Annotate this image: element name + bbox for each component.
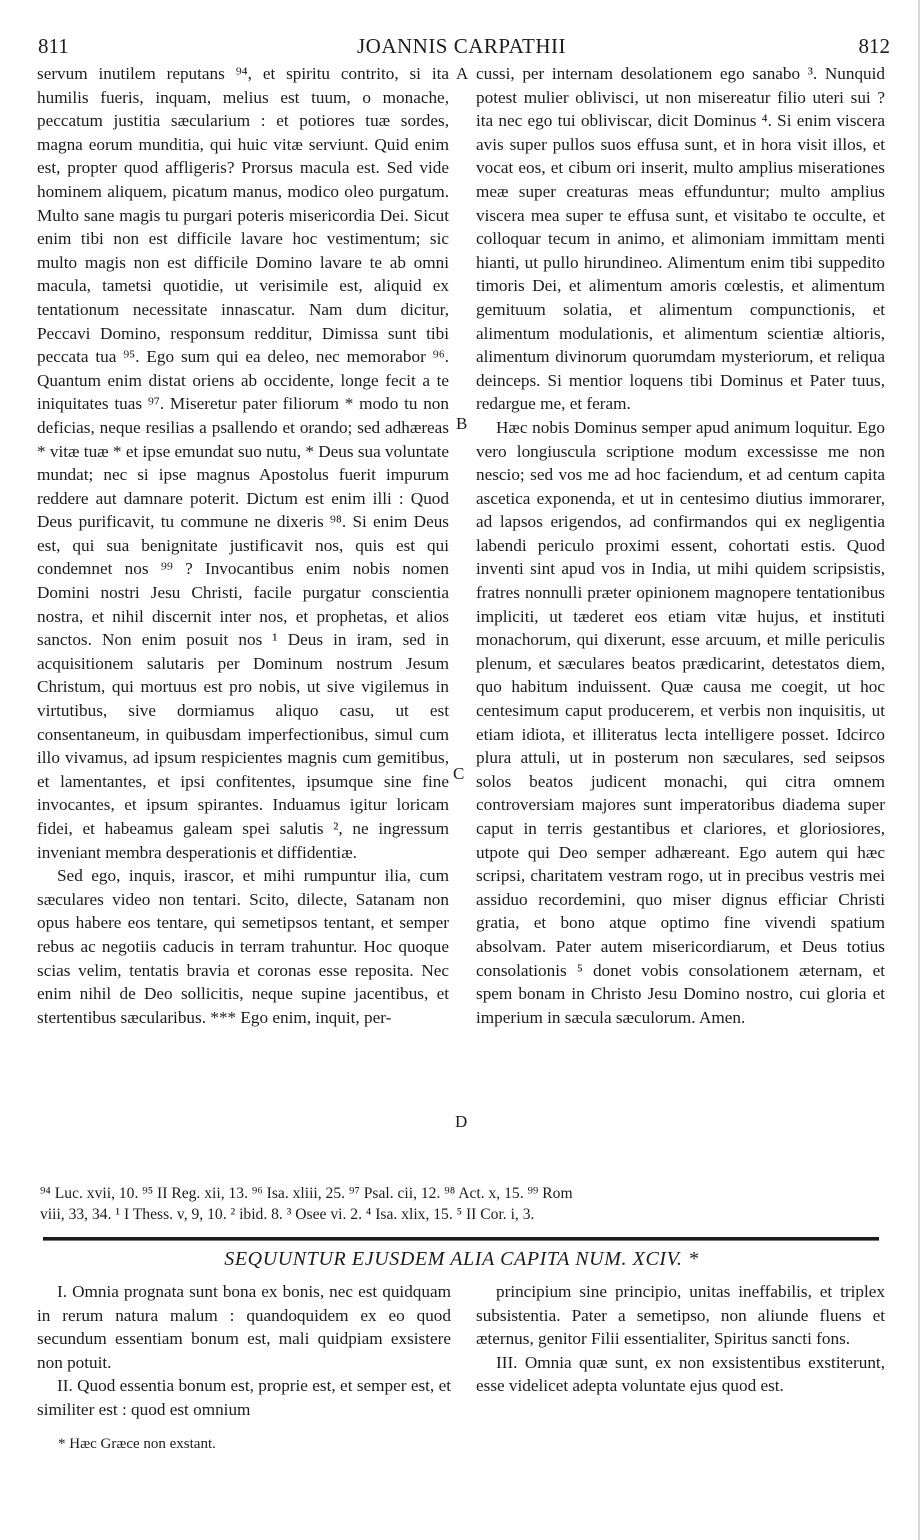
chapter-paragraph: III. Omnia quæ sunt, ex non exsistentibus exstiterunt, esse videlicet adepta voluntate ejus quod est. — [476, 1352, 885, 1396]
section-divider — [43, 1237, 879, 1241]
right-paragraph: cussi, per internam desolationem ego sanabo ³. Nunquid potest mulier oblivisci, ut non misereatur filio uteri sui ? ita nec ego tui obliviscar, dicit Dominus ⁴. Si enim viscera avis super pullos suos effusa sunt, et in hora visit illos, et vocat eos, et cibum ori inserit, multo amplius miserationes meæ super creaturas meas effunduntur; multo amplius viscera mea super te effusa sunt, et visitabo te occulte, et colloquar tecum in animo, et alimoniam immittam menti hianti, ut pullo hirundineo. Alimentum enim tibi suppedito timoris Dei, et alimentum amoris cœlestis, et alimentum gemituum solatia, et alimentum compunctionis, et alimentum modulationis, et alimentum scientiæ altioris, alimentum divinorum quorumdam mysteriorum, et reliqua deinceps. Si mentior loquens tibi Dominus et Pater tuus, redargue me, et feram. — [476, 64, 885, 414]
note-line: viii, 33, 34. ¹ I Thess. v, 9, 10. ² ibid. 8. ³ Osee vi. 2. ⁴ Isa. xlix, 15. ⁵ II Cor. i, 3. — [40, 1206, 535, 1223]
left-paragraph: Sed ego, inquis, irascor, et mihi rumpuntur ilia, cum sæculares video non tentari. Scito, dilecte, Satanam non opus habere eos tentare, qui semetipsos tentant, et semper rebus ac negotiis caducis in terram trahuntur. Hoc quoque scias velim, tentatis bravia et coronas esse reposita. Nec enim nihil de Deo sollicitis, neque supine jacentibus, et stertentibus sæcularibus. *** Ego enim, inquit, per- — [37, 866, 449, 1027]
margin-letter-d: D — [455, 1112, 468, 1131]
running-title: JOANNIS CARPATHII — [356, 34, 566, 58]
left-column — [37, 62, 449, 1029]
chapter-paragraph: principium sine principio, unitas ineffabilis, et triplex subsistentia. Pater a semetipso, non aliunde fluens et æternus, genitor Filii essentialiter, Spiritus sancti fons. — [476, 1282, 885, 1349]
page-number-left: 811 — [38, 34, 69, 58]
right-paragraph: Hæc nobis Dominus semper apud animum loquitur. Ego vero longiuscula scriptione modum excessisse me non nescio; sed vos me ad hoc faciendum, et ad centum capita ascetica exponenda, et ut in centesimo diutius immorarer, ad lapsos erigendos, ad confirmandos qui ex negligentia labendi periculo proximi essent, cohortati estis. Quod inventi sint apud vos in India, ut mihi quidem scripsistis, fratres nonnulli præter opinionem magnopere tentationibus impliciti, ut tæderet eos etiam vitæ hujus, et instituti monachorum, qui dixerunt, esse arcuum, et mille periculis plenum, et sæculares beatos prædicarint, detestatos diem, quo habitum induissent. Quæ causa me coegit, ut hoc centesimum caput producerem, et verbis non inquisitis, ut etiam idiota, et illiteratus lecta intelligere posset. Idcirco plura attuli, ut in posterum non sæculares, sed seipsos solos beatos judicent monachi, qui citra omnem controversiam majores sunt imperatoribus diadema super caput in terris gestantibus et clariores, et gloriosiores, utpote qui Deo semper adhæreant. Ego autem qui hæc scripsi, charitatem vestram rogo, ut in precibus vestris mei assiduo recordemini, quo miser dignus efficiar Christi gratia, et bono atque optimo fine vivendi spatium absolvam. Pater autem misericordiarum, et Deus totius consolationis ⁵ donet vobis consolationem æternam, et spem bonam in Christo Jesu Domino nostro, cui gloria et imperium in sæcula sæculorum. Amen. — [476, 417, 885, 1027]
chapter-paragraph: II. Quod essentia bonum est, proprie est, et semper est, et similiter est : quod est omnium — [37, 1376, 451, 1419]
section-right-column — [476, 1280, 885, 1398]
section-title: SEQUUNTUR EJUSDEM ALIA CAPITA NUM. XCIV. * — [224, 1248, 699, 1270]
margin-letter-a: A — [456, 64, 469, 83]
page-edge — [918, 0, 920, 1540]
page-number-right: 812 — [858, 34, 890, 58]
page-header — [0, 34, 923, 64]
left-paragraph: servum inutilem reputans ⁹⁴, et spiritu contrito, si ita humilis fueris, inquam, melius est tuum, o monache, peccatum justitia sæcularium : et potiores tuæ sordes, magna eorum munditia, qui huic vitæ serviunt. Quid enim est, propter quod affligeris? Prorsus macula est. Sed vide hominem aliquem, picatum manus, modico oleo purgatum. Multo sane magis tu purgari poteris misericordia Dei. Sicut enim tibi non est difficile lavare hoc vestimentum; sic multo magis non est difficile Domino lavare te ab omni macula, tametsi quotidie, ut verisimile est, aliquid ex tentationum necessitate innascatur. Nam dum dicitur, Peccavi Domino, responsum redditur, Dimissa sunt tibi peccata tua ⁹⁵. Ego sum qui ea deleo, nec memorabor ⁹⁶. Quantum enim distat oriens ab occidente, longe fecit a te iniquitates tuas ⁹⁷. Miseretur pater filiorum * modo tu non deficias, neque resilias a psallendo et orando; sed adhæreas * vitæ tuæ * et ipse emundat suo nutu, * Deus sua voluntate mundat; nec si ipse magnus Apostolus fuerit impurum reddere aut damnare poterit. Dictum est enim illi : Quod Deus purificavit, tu commune ne dixeris ⁹⁸. Si enim Deus est, qui sua benignitate justificavit nos, quis est qui condemnet nos ⁹⁹ ? Invocantibus enim nobis nomen Domini nostri Jesu Christi, facile purgatur conscientia nostra, et nihil discernit inter nos, et prophetas, et alios sanctos. Non enim posuit nos ¹ Deus in iram, sed in acquisitionem salutaris per Dominum nostrum Jesum Christum, qui mortuus est pro nobis, ut sive vigilemus in virtutibus, sive dormiamus aliquo casu, ut est consentaneum, in quibusdam imperfectionibus, simul cum illo vivamus, ad ipsum respicientes magnis cum gemitibus, et lamentantes, et ipsi confitentes, ipsumque sine fine invocantes, et ipsum spirantes. Induamus igitur loricam fidei, et habeamus galeam spei salutis ², ne ingressum inveniant membra desperationis et diffidentiæ. — [37, 64, 449, 862]
section-left-column — [37, 1280, 451, 1422]
scripture-notes — [40, 1183, 882, 1225]
footnote: * Hæc Græce non exstant. — [58, 1436, 216, 1452]
margin-letter-c: C — [453, 764, 465, 783]
note-line: ⁹⁴ Luc. xvii, 10. ⁹⁵ II Reg. xii, 13. ⁹⁶ Isa. xliii, 25. ⁹⁷ Psal. cii, 12. ⁹⁸ Act. x, 15. ⁹⁹ Rom — [40, 1185, 573, 1202]
margin-letter-b: B — [456, 414, 468, 433]
chapter-paragraph: I. Omnia prognata sunt bona ex bonis, nec est quidquam in rerum natura malum : quandoquidem ex eo quod secundum essentiam bonum est, mali quidpiam exsistere non potuit. — [37, 1282, 451, 1372]
right-column — [476, 62, 885, 1029]
